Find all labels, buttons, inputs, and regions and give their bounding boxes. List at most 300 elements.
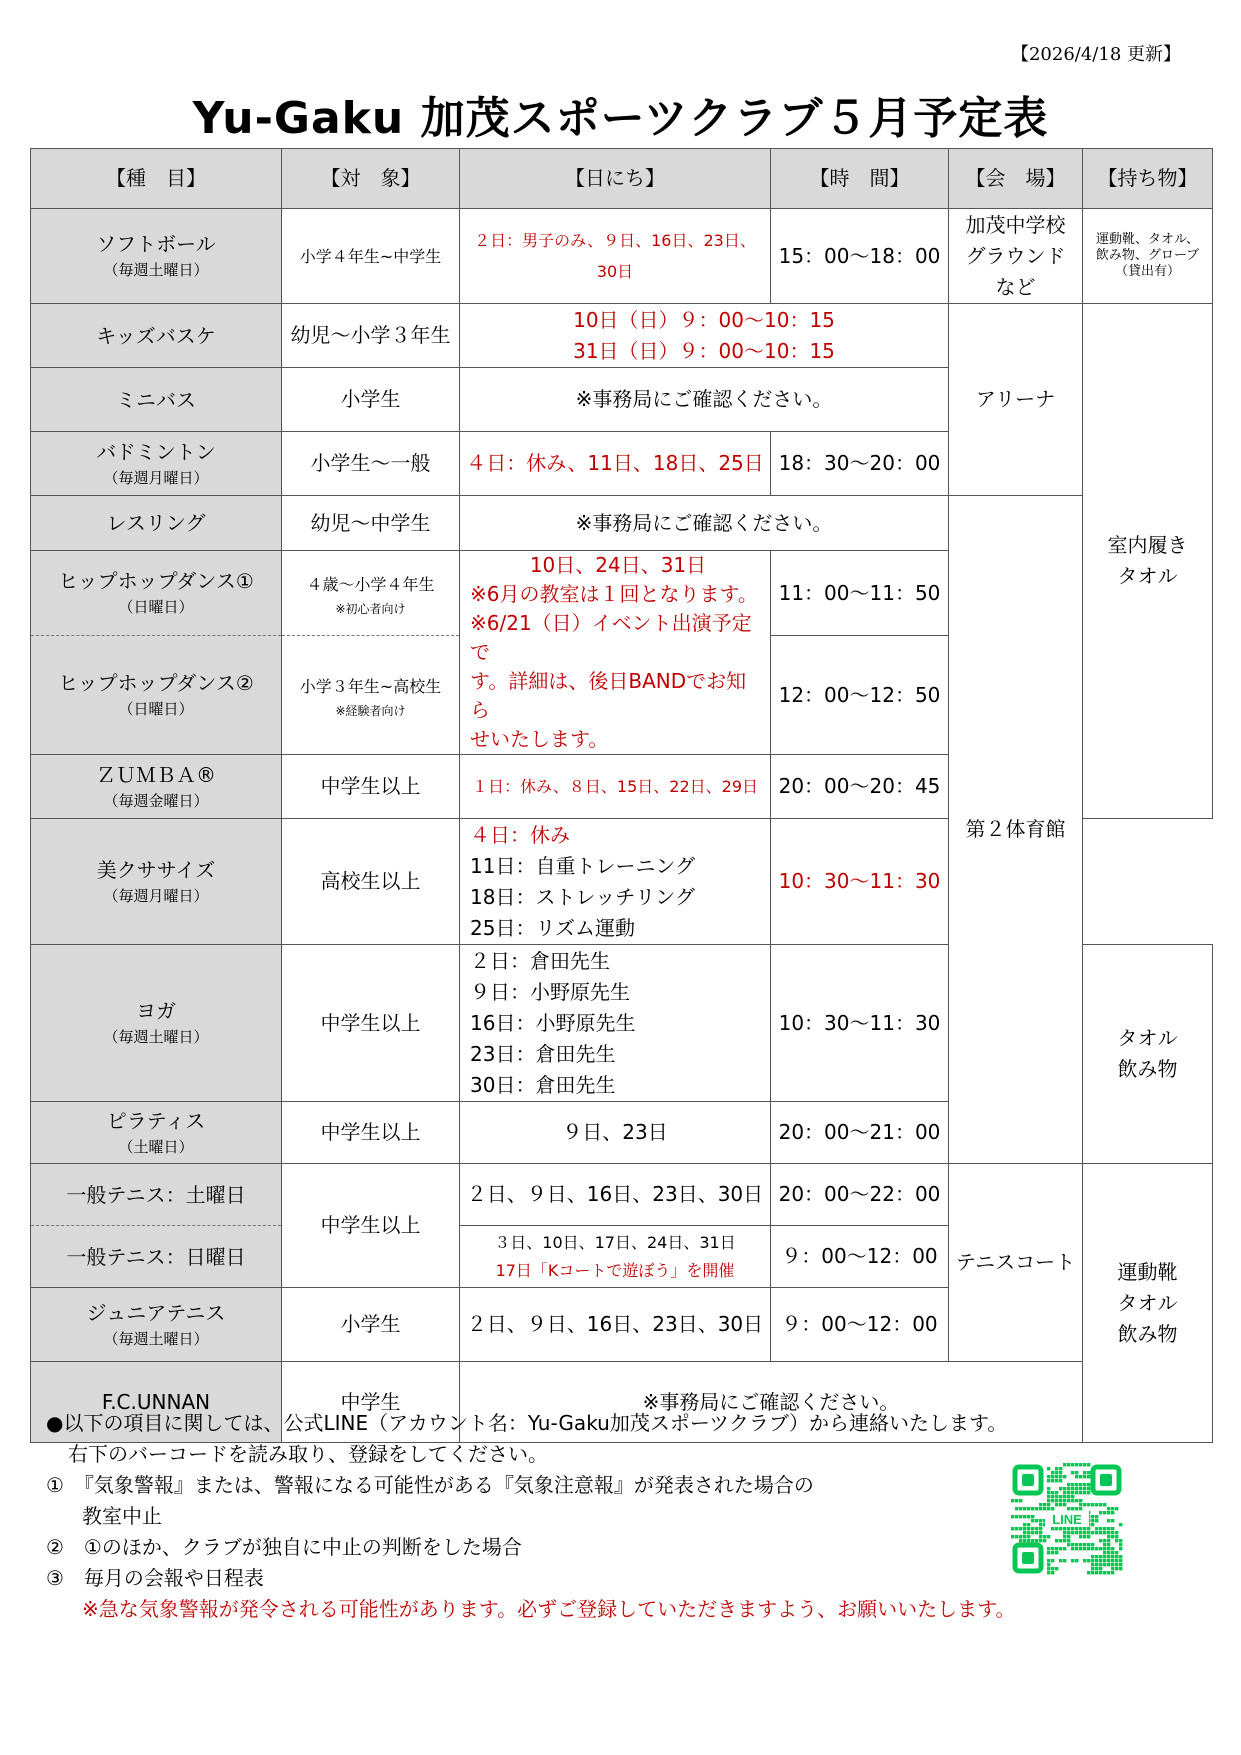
qr-module — [1107, 1507, 1110, 1510]
qr-module — [1039, 1507, 1042, 1510]
qr-module — [1079, 1503, 1082, 1506]
qr-module — [1063, 1535, 1066, 1538]
qr-module — [1071, 1531, 1074, 1534]
qr-module — [1051, 1479, 1054, 1482]
qr-module — [1067, 1483, 1070, 1486]
dates-line: ※6/21（日）イベント出演予定で — [470, 611, 752, 664]
target-cell: 小学生 — [282, 368, 460, 432]
qr-module — [1091, 1559, 1094, 1562]
qr-module — [1079, 1491, 1082, 1494]
qr-module — [1099, 1511, 1102, 1514]
qr-module — [1099, 1539, 1102, 1542]
dates-line: 31日（日）９：00〜10：15 — [573, 338, 835, 363]
qr-module — [1095, 1559, 1098, 1562]
note-item-1-cont: 教室中止 — [82, 1504, 162, 1528]
qr-module — [1087, 1571, 1090, 1574]
qr-module — [1047, 1571, 1050, 1574]
qr-module — [1071, 1463, 1074, 1466]
qr-module — [1059, 1547, 1062, 1550]
dates-cell: ２日、９日、16日、23日、30日 — [460, 1288, 771, 1362]
qr-module — [1079, 1527, 1082, 1530]
qr-module — [1079, 1531, 1082, 1534]
dates-line: 10日、24日、31日 — [529, 553, 707, 577]
qr-module — [1111, 1507, 1114, 1510]
qr-module — [1079, 1543, 1082, 1546]
qr-module — [1111, 1531, 1114, 1534]
qr-module — [1087, 1487, 1090, 1490]
qr-module — [1051, 1491, 1054, 1494]
qr-module — [1055, 1499, 1058, 1502]
qr-module — [1071, 1547, 1074, 1550]
qr-module — [1075, 1547, 1078, 1550]
table-row — [31, 304, 1213, 368]
note-cell: ※事務局にご確認ください。 — [460, 1362, 1083, 1443]
dates-cell: ２日：男子のみ、９日、16日、23日、30日 — [460, 209, 771, 304]
qr-module — [1051, 1495, 1054, 1498]
qr-module — [1119, 1547, 1122, 1550]
header-time: 【時 間】 — [771, 149, 949, 209]
qr-module — [1087, 1547, 1090, 1550]
qr-module — [1063, 1499, 1066, 1502]
qr-module — [1067, 1507, 1070, 1510]
qr-module — [1083, 1491, 1086, 1494]
qr-module — [1023, 1507, 1026, 1510]
qr-module — [1047, 1491, 1050, 1494]
target-line: ４歳～小学４年生 — [306, 574, 435, 594]
qr-module — [1019, 1507, 1022, 1510]
qr-module — [1015, 1499, 1018, 1502]
qr-module — [1095, 1519, 1098, 1522]
target-cell: 幼児～小学３年生 — [282, 304, 460, 368]
table-row — [31, 1164, 1213, 1226]
qr-module — [1047, 1467, 1050, 1470]
qr-module — [1063, 1559, 1066, 1562]
sport-name: F.C.UNNAN — [101, 1390, 211, 1414]
qr-module — [1091, 1543, 1094, 1546]
dates-cell — [460, 819, 771, 945]
qr-module — [1035, 1507, 1038, 1510]
time-cell: 10：30〜11：30 — [771, 945, 949, 1102]
qr-module — [1047, 1475, 1050, 1478]
time-cell: 11：00〜11：50 — [771, 551, 949, 636]
sport-sub: （日曜日） — [118, 700, 194, 718]
venue-gym2: 第２体育館 — [949, 496, 1083, 1164]
qr-module — [1075, 1499, 1078, 1502]
qr-module — [1047, 1551, 1050, 1554]
qr-module — [1075, 1531, 1078, 1534]
note-item-2: ② ①のほか、クラブが独自に中止の判断をした場合 — [46, 1535, 522, 1559]
qr-module — [1075, 1559, 1078, 1562]
items-line: タオル — [1117, 564, 1178, 588]
qr-module — [1115, 1539, 1118, 1542]
qr-module — [1059, 1487, 1062, 1490]
sport-tennis-sat — [31, 1164, 282, 1226]
qr-module — [1083, 1527, 1086, 1530]
sport-kids-basket — [31, 304, 282, 368]
qr-module — [1071, 1543, 1074, 1546]
dates-line: 25日：リズム運動 — [470, 915, 636, 940]
qr-module — [1087, 1475, 1090, 1478]
target-cell: 小学４年生~中学生 — [282, 209, 460, 304]
target-cell — [282, 636, 460, 755]
qr-module — [1059, 1467, 1062, 1470]
dates-line: 23日：倉田先生 — [470, 1041, 616, 1066]
time-cell: 15：00〜18：00 — [771, 209, 949, 304]
qr-module — [1011, 1535, 1014, 1538]
venue-cell — [949, 209, 1083, 304]
qr-module — [1063, 1531, 1066, 1534]
sport-tennis-sun — [31, 1226, 282, 1288]
qr-module — [1083, 1543, 1086, 1546]
qr-module — [1083, 1487, 1086, 1490]
qr-module — [1051, 1547, 1054, 1550]
qr-module — [1107, 1519, 1110, 1522]
qr-module — [1063, 1463, 1066, 1466]
qr-module — [1083, 1483, 1086, 1486]
qr-module — [1067, 1463, 1070, 1466]
qr-module — [1111, 1555, 1114, 1558]
qr-module — [1119, 1563, 1122, 1566]
qr-module — [1051, 1475, 1054, 1478]
qr-module — [1039, 1503, 1042, 1506]
sport-name: 一般テニス：土曜日 — [66, 1182, 246, 1207]
qr-module — [1095, 1531, 1098, 1534]
qr-module — [1111, 1559, 1114, 1562]
sport-junior-tennis — [31, 1288, 282, 1362]
qr-module — [1075, 1543, 1078, 1546]
qr-module — [1055, 1491, 1058, 1494]
qr-module — [1075, 1483, 1078, 1486]
qr-module — [1047, 1487, 1050, 1490]
qr-module — [1015, 1507, 1018, 1510]
sport-hiphop-2 — [31, 636, 282, 755]
qr-module — [1035, 1531, 1038, 1534]
sport-name: ヒップホップダンス② — [58, 671, 254, 695]
dates-line: ２日：倉田先生 — [470, 948, 610, 973]
sport-pilates — [31, 1102, 282, 1164]
qr-module — [1051, 1527, 1054, 1530]
qr-module — [1087, 1483, 1090, 1486]
target-cell: 中学生以上 — [282, 755, 460, 819]
qr-module — [1067, 1487, 1070, 1490]
sport-sub: （土曜日） — [118, 1137, 194, 1156]
qr-module — [1031, 1539, 1034, 1542]
sport-zumba — [31, 755, 282, 819]
qr-module — [1055, 1503, 1058, 1506]
qr-module — [1043, 1539, 1046, 1542]
qr-module — [1071, 1507, 1074, 1510]
qr-module — [1067, 1527, 1070, 1530]
qr-module — [1023, 1515, 1026, 1518]
qr-module — [1083, 1475, 1086, 1478]
qr-module — [1051, 1567, 1054, 1570]
time-cell: 10：30〜11：30 — [771, 819, 949, 945]
qr-module — [1071, 1527, 1074, 1530]
qr-module — [1071, 1559, 1074, 1562]
qr-module — [1075, 1491, 1078, 1494]
note-item-3: ③ 毎月の会報や日程表 — [46, 1566, 264, 1590]
sport-exercise — [31, 819, 282, 945]
qr-module — [1095, 1563, 1098, 1566]
qr-module — [1063, 1547, 1066, 1550]
qr-module — [1091, 1571, 1094, 1574]
qr-module — [1115, 1535, 1118, 1538]
page-title: Yu-Gaku 加茂スポーツクラブ５月予定表 — [192, 93, 1049, 144]
qr-module — [1075, 1487, 1078, 1490]
qr-module — [1047, 1479, 1050, 1482]
qr-module — [1047, 1547, 1050, 1550]
qr-module — [1075, 1527, 1078, 1530]
items-line: タオル — [1117, 1026, 1178, 1050]
qr-module — [1043, 1503, 1046, 1506]
qr-module — [1039, 1535, 1042, 1538]
qr-module — [1071, 1487, 1074, 1490]
qr-module — [1103, 1511, 1106, 1514]
line-qr-code[interactable] — [1011, 1463, 1123, 1575]
qr-module — [1071, 1471, 1074, 1474]
qr-module — [1115, 1551, 1118, 1554]
sport-name: キッズバスケ — [96, 323, 216, 348]
time-cell: 20：00〜21：00 — [771, 1102, 949, 1164]
qr-module — [1055, 1471, 1058, 1474]
qr-module — [1051, 1507, 1054, 1510]
qr-module — [1083, 1547, 1086, 1550]
qr-module — [1027, 1515, 1030, 1518]
qr-module — [1039, 1523, 1042, 1526]
note-item-1: ① 『気象警報』または、警報になる可能性がある『気象注意報』が発表された場合の — [46, 1473, 814, 1497]
qr-module — [1087, 1527, 1090, 1530]
qr-module — [1111, 1527, 1114, 1530]
qr-module — [1107, 1531, 1110, 1534]
note-line: ●以下の項目に関しては、公式LINE（アカウント名：Yu-Gaku加茂スポーツクラブ）から連絡いたします。 — [46, 1411, 1008, 1435]
qr-module — [1075, 1471, 1078, 1474]
dates-cell: １日：休み、８日、15日、22日、29日 — [460, 755, 771, 819]
qr-module — [1103, 1551, 1106, 1554]
qr-module — [1079, 1507, 1082, 1510]
qr-module — [1107, 1539, 1110, 1542]
note-line: 右下のバーコードを読み取り、登録をしてください。 — [68, 1442, 548, 1466]
qr-module — [1083, 1535, 1086, 1538]
qr-module — [1099, 1531, 1102, 1534]
header-sport: 【種 目】 — [31, 149, 282, 209]
time-cell: ９：00〜12：00 — [771, 1226, 949, 1288]
qr-module — [1059, 1479, 1062, 1482]
sport-name: ソフトボール — [96, 232, 216, 256]
qr-module — [1099, 1555, 1102, 1558]
sport-sub: （毎週土曜日） — [103, 261, 209, 279]
qr-module — [1107, 1559, 1110, 1562]
dates-line: ４日：休み — [470, 822, 570, 847]
qr-module — [1095, 1555, 1098, 1558]
venue-tennis-court: テニスコート — [949, 1164, 1083, 1362]
dates-cell: ４日：休み、11日、18日、25日 — [460, 432, 771, 496]
venue-arena: アリーナ — [949, 304, 1083, 496]
qr-module — [1051, 1499, 1054, 1502]
qr-module — [1071, 1491, 1074, 1494]
dates-line: せいたします。 — [470, 727, 609, 751]
qr-module — [1103, 1543, 1106, 1546]
items-line: 運動靴、タオル、 — [1096, 232, 1199, 247]
qr-module — [1091, 1567, 1094, 1570]
qr-module — [1107, 1551, 1110, 1554]
items-line: 室内履き — [1107, 533, 1188, 557]
items-cell — [1083, 209, 1213, 304]
qr-module — [1099, 1567, 1102, 1570]
qr-module — [1087, 1463, 1090, 1466]
qr-module — [1015, 1535, 1018, 1538]
qr-module — [1071, 1483, 1074, 1486]
qr-module — [1107, 1547, 1110, 1550]
qr-module — [1111, 1563, 1114, 1566]
qr-module — [1047, 1499, 1050, 1502]
qr-module — [1103, 1527, 1106, 1530]
qr-module — [1047, 1559, 1050, 1562]
qr-module — [1115, 1559, 1118, 1562]
sport-name: ピラティス — [106, 1108, 206, 1133]
sport-softball — [31, 209, 282, 304]
venue-line: 加茂中学校 — [965, 212, 1066, 237]
qr-module — [1087, 1559, 1090, 1562]
dates-line: 11日：自重トレーニング — [470, 853, 696, 878]
qr-module — [1067, 1531, 1070, 1534]
qr-module — [1091, 1523, 1094, 1526]
qr-module — [1107, 1571, 1110, 1574]
qr-module — [1091, 1563, 1094, 1566]
qr-module — [1115, 1531, 1118, 1534]
qr-module — [1099, 1563, 1102, 1566]
sport-yoga — [31, 945, 282, 1102]
target-cell: 中学生以上 — [282, 1164, 460, 1288]
items-line: （貸出有） — [1114, 264, 1180, 279]
qr-module — [1111, 1511, 1114, 1514]
sport-sub: （日曜日） — [118, 598, 194, 616]
qr-module — [1063, 1503, 1066, 1506]
qr-module — [1023, 1527, 1026, 1530]
dates-line: す。詳細は、後日BANDでお知ら — [470, 669, 747, 722]
qr-module — [1015, 1515, 1018, 1518]
qr-module — [1095, 1527, 1098, 1530]
target-cell: 中学生 — [282, 1362, 460, 1443]
qr-module — [1035, 1539, 1038, 1542]
qr-module — [1083, 1471, 1086, 1474]
qr-module — [1043, 1507, 1046, 1510]
dates-line: 18日：ストレッチリング — [470, 884, 695, 909]
sport-name: バドミントン — [96, 439, 216, 464]
qr-module — [1039, 1531, 1042, 1534]
qr-module — [1063, 1539, 1066, 1542]
qr-module — [1119, 1539, 1122, 1542]
qr-module — [1039, 1519, 1042, 1522]
qr-module — [1015, 1527, 1018, 1530]
dates-note: 17日「Kコートで遊ぼう」を開催 — [495, 1260, 735, 1280]
qr-module — [1027, 1507, 1030, 1510]
qr-module — [1103, 1571, 1106, 1574]
warning-text: ※急な気象警報が発令される可能性があります。必ずご登録していただきますよう、お願いいたします。 — [82, 1597, 1016, 1621]
qr-module — [1027, 1531, 1030, 1534]
qr-module — [1031, 1507, 1034, 1510]
qr-module — [1079, 1475, 1082, 1478]
qr-module — [1055, 1467, 1058, 1470]
qr-module — [1091, 1515, 1094, 1518]
qr-module — [1027, 1535, 1030, 1538]
qr-module — [1047, 1563, 1050, 1566]
items-line: タオル — [1117, 1290, 1178, 1315]
qr-module — [1055, 1479, 1058, 1482]
qr-module — [1059, 1527, 1062, 1530]
sport-sub: （毎週土曜日） — [103, 1028, 209, 1046]
sport-sub: （毎週金曜日） — [103, 791, 209, 810]
qr-module — [1051, 1559, 1054, 1562]
qr-module — [1035, 1527, 1038, 1530]
sport-minibasket — [31, 368, 282, 432]
qr-module — [1019, 1535, 1022, 1538]
target-cell: 高校生以上 — [282, 819, 460, 945]
qr-module — [1103, 1503, 1106, 1506]
dates-cell — [460, 1226, 771, 1288]
qr-module — [1059, 1495, 1062, 1498]
qr-module — [1063, 1527, 1066, 1530]
sport-name: 美クササイズ — [96, 857, 216, 882]
table-row — [31, 209, 1213, 304]
qr-module — [1063, 1475, 1066, 1478]
qr-module — [1083, 1559, 1086, 1562]
qr-module — [1047, 1495, 1050, 1498]
qr-module — [1031, 1519, 1034, 1522]
qr-module — [1019, 1499, 1022, 1502]
time-cell: 12：00〜12：50 — [771, 636, 949, 755]
qr-module — [1119, 1555, 1122, 1558]
dates-line: ３日、10日、17日、24日、31日 — [494, 1232, 736, 1252]
qr-module — [1055, 1527, 1058, 1530]
items-line: 飲み物 — [1117, 1057, 1178, 1081]
qr-module — [1059, 1499, 1062, 1502]
qr-module — [1099, 1547, 1102, 1550]
qr-module — [1111, 1547, 1114, 1550]
qr-module — [1019, 1539, 1022, 1542]
qr-module — [1103, 1559, 1106, 1562]
qr-module — [1039, 1539, 1042, 1542]
qr-module — [1051, 1551, 1054, 1554]
qr-module — [1091, 1555, 1094, 1558]
qr-module — [1095, 1571, 1098, 1574]
items-line: 飲み物 — [1117, 1321, 1178, 1346]
sport-name: ヨガ — [136, 999, 176, 1023]
qr-module — [1023, 1535, 1026, 1538]
qr-module — [1099, 1503, 1102, 1506]
qr-module — [1071, 1495, 1074, 1498]
qr-module — [1079, 1535, 1082, 1538]
sport-name: ジュニアテニス — [86, 1300, 226, 1325]
qr-module — [1083, 1463, 1086, 1466]
qr-module — [1067, 1495, 1070, 1498]
items-indoor — [1083, 304, 1213, 819]
dates-line: ９日：小野原先生 — [470, 979, 630, 1004]
qr-module — [1047, 1535, 1050, 1538]
qr-module — [1063, 1487, 1066, 1490]
sport-wrestling — [31, 496, 282, 551]
qr-module — [1067, 1535, 1070, 1538]
qr-module — [1115, 1507, 1118, 1510]
qr-module — [1087, 1491, 1090, 1494]
qr-module — [1019, 1527, 1022, 1530]
qr-module — [1027, 1527, 1030, 1530]
qr-module — [1039, 1527, 1042, 1530]
target-cell: 幼児～中学生 — [282, 496, 460, 551]
header-venue: 【会 場】 — [949, 149, 1083, 209]
qr-module — [1043, 1535, 1046, 1538]
sport-name: ＺＵＭＢＡ® — [96, 762, 216, 787]
qr-module — [1095, 1567, 1098, 1570]
